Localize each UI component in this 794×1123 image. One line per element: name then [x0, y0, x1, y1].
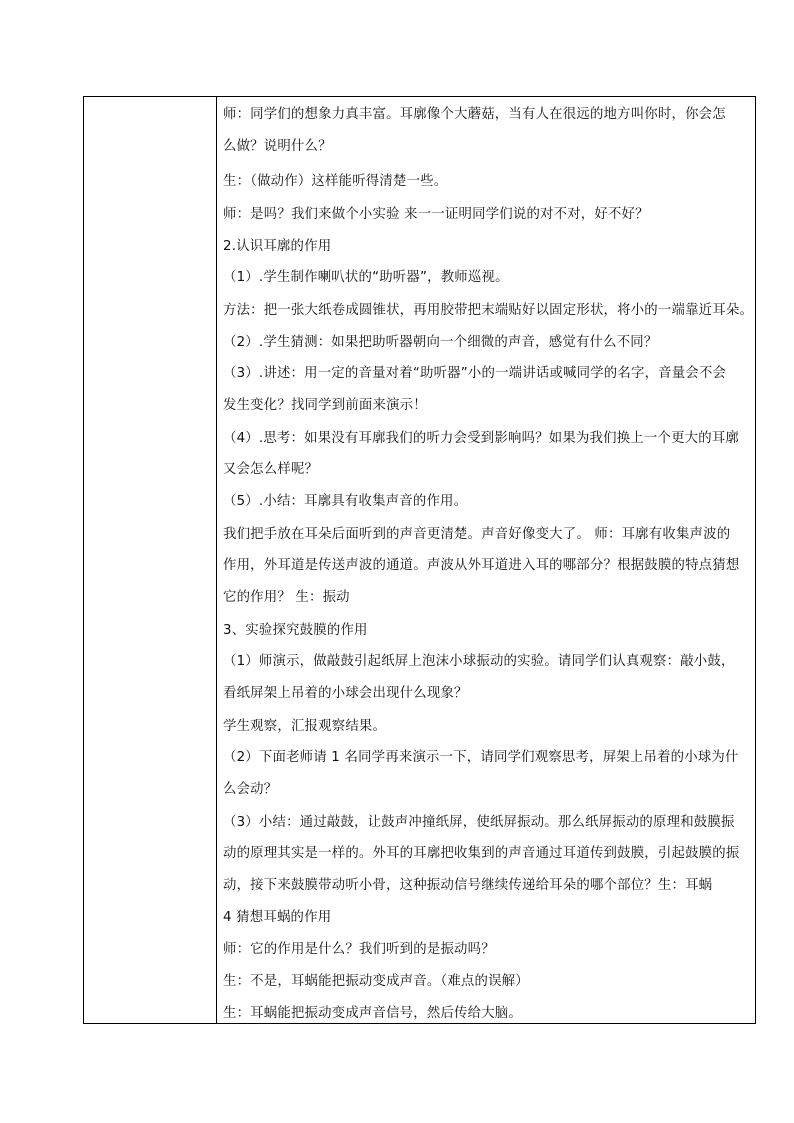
text-line: 我们把手放在耳朵后面听到的声音更清楚。声音好像变大了。 师：耳廓有收集声波的: [223, 527, 731, 542]
text-line: 生：不是，耳蜗能把振动变成声音。（难点的误解）: [223, 974, 529, 989]
text-line: 又会怎么样呢？: [223, 462, 319, 477]
text-line: （2）下面老师请 1 名同学再来演示一下，请同学们观察思考，屏架上吊着的小球为什: [223, 750, 739, 765]
text-line: 发生变化？找同学到前面来演示！: [223, 398, 427, 413]
text-line: 4 猜想耳蜗的作用: [223, 910, 332, 925]
text-line: 动的原理其实是一样的。外耳的耳廓把收集到的声音通过耳道传到鼓膜，引起鼓膜的振: [223, 846, 740, 861]
text-line: 师：同学们的想象力真丰富。耳廓像个大蘑菇，当有人在很远的地方叫你时，你会怎: [223, 107, 726, 122]
text-line: 么会动？: [223, 782, 278, 797]
text-line: 生：耳蜗能把振动变成声音信号，然后传给大脑。: [223, 1006, 522, 1021]
text-line: 3、实验探究鼓膜的作用: [223, 623, 368, 638]
text-line: 生：（做动作）这样能听得清楚一些。: [223, 174, 448, 189]
text-line: 动，接下来鼓膜带动听小骨，这种振动信号继续传递给耳朵的哪个部位？生：耳蜗: [223, 878, 713, 893]
column-divider: [216, 97, 217, 1023]
text-line: （3）.讲述：用一定的音量对着“助听器”小的一端讲话或喊同学的名字，音量会不会: [223, 366, 727, 381]
text-line: 师：是吗？我们来做个小实验 来一一证明同学们说的对不对，好不好？: [223, 207, 649, 222]
text-line: 它的作用？ 生：振动: [223, 590, 350, 605]
text-line: 作用，外耳道是传送声波的通道。声波从外耳道进入耳的哪部分？根据鼓膜的特点猜想: [223, 558, 740, 573]
text-line: 方法：把一张大纸卷成圆锥状，再用胶带把末端贴好以固定形状，将小的一端靠近耳朵。: [223, 303, 754, 318]
text-line: （5）.小结：耳廓具有收集声音的作用。: [223, 494, 468, 509]
text-line: 2.认识耳廓的作用: [223, 239, 332, 254]
text-line: （1）师演示，做敲鼓引起纸屏上泡沫小球振动的实验。请同学们认真观察：敲小鼓，: [223, 654, 735, 669]
text-line: （4）.思考：如果没有耳廓我们的听力会受到影响吗？如果为我们换上一个更大的耳廓: [223, 431, 740, 446]
text-line: （2）.学生猜测：如果把助听器朝向一个细微的声音，感觉有什么不同？: [223, 335, 658, 350]
text-line: （3）小结：通过敲鼓，让鼓声冲撞纸屏，使纸屏振动。那么纸屏振动的原理和鼓膜振: [223, 815, 735, 830]
text-line: 学生观察，汇报观察结果。: [223, 719, 387, 734]
left-cell: [84, 97, 216, 1023]
lesson-table: [83, 96, 756, 1024]
text-line: 师：它的作用是什么？我们听到的是振动吗？: [223, 942, 495, 957]
text-line: 么做？说明什么？: [223, 139, 332, 154]
text-line: 看纸屏架上吊着的小球会出现什么现象？: [223, 686, 468, 701]
text-line: （1）.学生制作喇叭状的“助听器”，教师巡视。: [223, 270, 509, 285]
